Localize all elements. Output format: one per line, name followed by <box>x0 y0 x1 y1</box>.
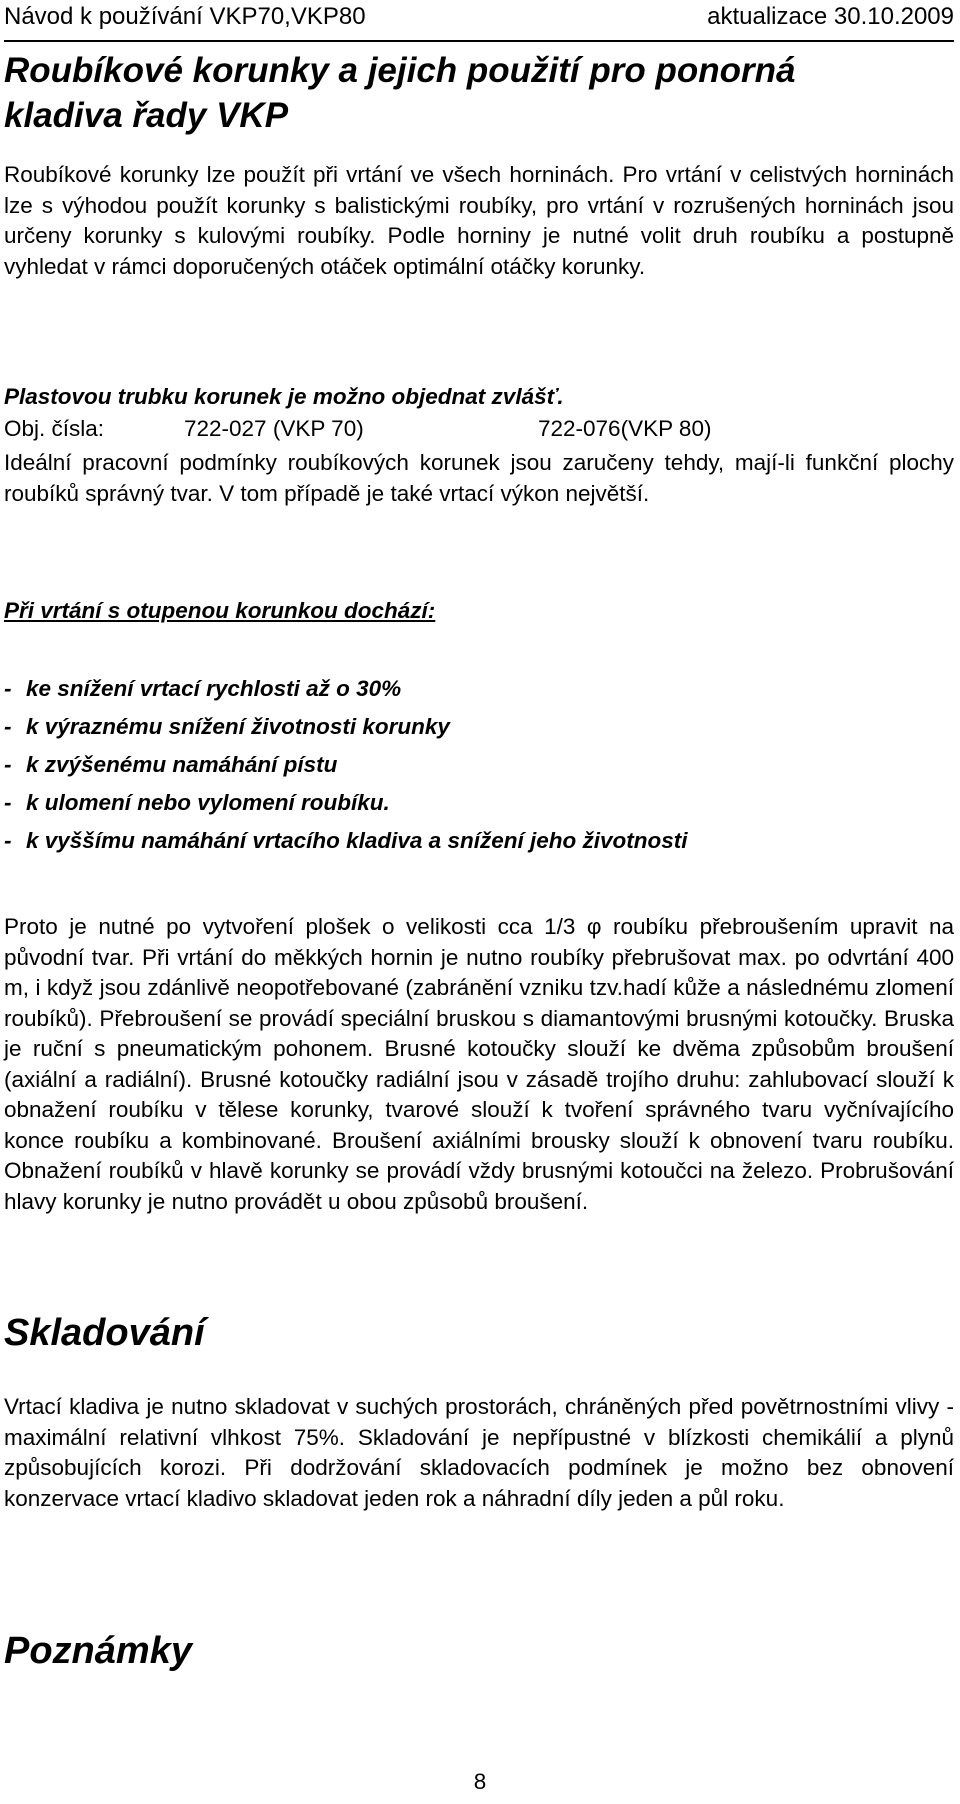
header-manual-title: Návod k používání VKP70,VKP80 <box>4 3 366 30</box>
list-item: - ke snížení vrtací rychlosti až o 30% <box>4 676 402 701</box>
order-numbers-label: Obj. čísla: <box>4 416 105 441</box>
grinding-paragraph: Proto je nutné po vytvoření plošek o velikosti cca 1/3 φ roubíku přebroušením upravit na původní tvar. Při vrtání do měkkých hornin je nutno roubíky přebrušovat max. po odvrtání 400 m, i když jsou zdánlivě neopotřebované (zabránění vzniku tzv.hadí kůže a následnému zlomení roubíků). Přebroušení se provádí speciální bruskou s diamantovými brusnými kotoučky. Bruska je ruční s pneumatickým pohonem. Brusné kotoučky slouží ke dvěma způsobům broušení (axiální a radiální). Brusné kotoučky radiální jsou v zásadě trojího druhu: zahlubovací slouží k obnažení roubíku v tělese korunky, tvarové slouží k tvoření správného tvaru vyčnívajícího konce roubíku a kombinované. Broušení axiálními brousky slouží k obnovení tvaru roubíku. Obnažení roubíků v hlavě korunky se provádí vždy brusnými kotoučci na železo. Probrušování hlavy korunky je nutno provádět u obou způsobů broušení. <box>4 914 954 1214</box>
title-line-2: kladiva řady VKP <box>4 96 289 135</box>
list-item: - k výraznému snížení životnosti korunky <box>4 714 450 739</box>
order-number-vkp70: 722-027 (VKP 70) <box>184 416 364 441</box>
intro-paragraph: Roubíkové korunky lze použít při vrtání ve všech horninách. Pro vrtání v celistvých horninách lze s výhodou použít korunky s balistickými roubíky, pro vrtání v rozrušených horninách jsou určeny korunky s kulovými roubíky. Podle horniny je nutné volit druh roubíku a postupně vyhledat v rámci doporučených otáček optimální otáčky korunky. <box>4 162 954 279</box>
dull-crown-effects-list <box>4 670 954 860</box>
list-item: - k ulomení nebo vylomení roubíku. <box>4 790 390 815</box>
dull-crown-heading: Při vrtání s otupenou korunkou dochází: <box>4 598 436 623</box>
page-number: 8 <box>473 1769 487 1794</box>
storage-paragraph: Vrtací kladiva je nutno skladovat v suchých prostorách, chráněných před povětrnostními vlivy - maximální relativní vlhkost 75%. Skladování je nepřípustné v blízkosti chemikálií a plynů způsobujících korozi. Při dodržování skladovacích podmínek je možno bez obnovení konzervace vrtací kladivo skladovat jeden rok a náhradní díly jeden a půl roku. <box>4 1394 954 1511</box>
ideal-conditions-paragraph: Ideální pracovní podmínky roubíkových korunek jsou zaručeny tehdy, mají-li funkční plochy roubíků správný tvar. V tom případě je také vrtací výkon největší. <box>4 450 954 506</box>
storage-heading: Skladování <box>4 1312 205 1354</box>
page-header <box>4 2 954 42</box>
header-revision-date: aktualizace 30.10.2009 <box>707 3 954 30</box>
list-item: - k zvýšenému namáhání pístu <box>4 752 338 777</box>
title-line-1: Roubíkové korunky a jejich použití pro ponorná <box>4 51 796 90</box>
order-numbers-line <box>4 414 954 444</box>
notes-heading: Poznámky <box>4 1630 192 1672</box>
order-number-vkp80: 722-076(VKP 80) <box>538 416 712 441</box>
order-note: Plastovou trubku korunek je možno objednat zvlášť. <box>4 384 564 409</box>
document-title <box>4 48 954 138</box>
list-item: - k vyššímu namáhání vrtacího kladiva a snížení jeho životnosti <box>4 828 688 853</box>
